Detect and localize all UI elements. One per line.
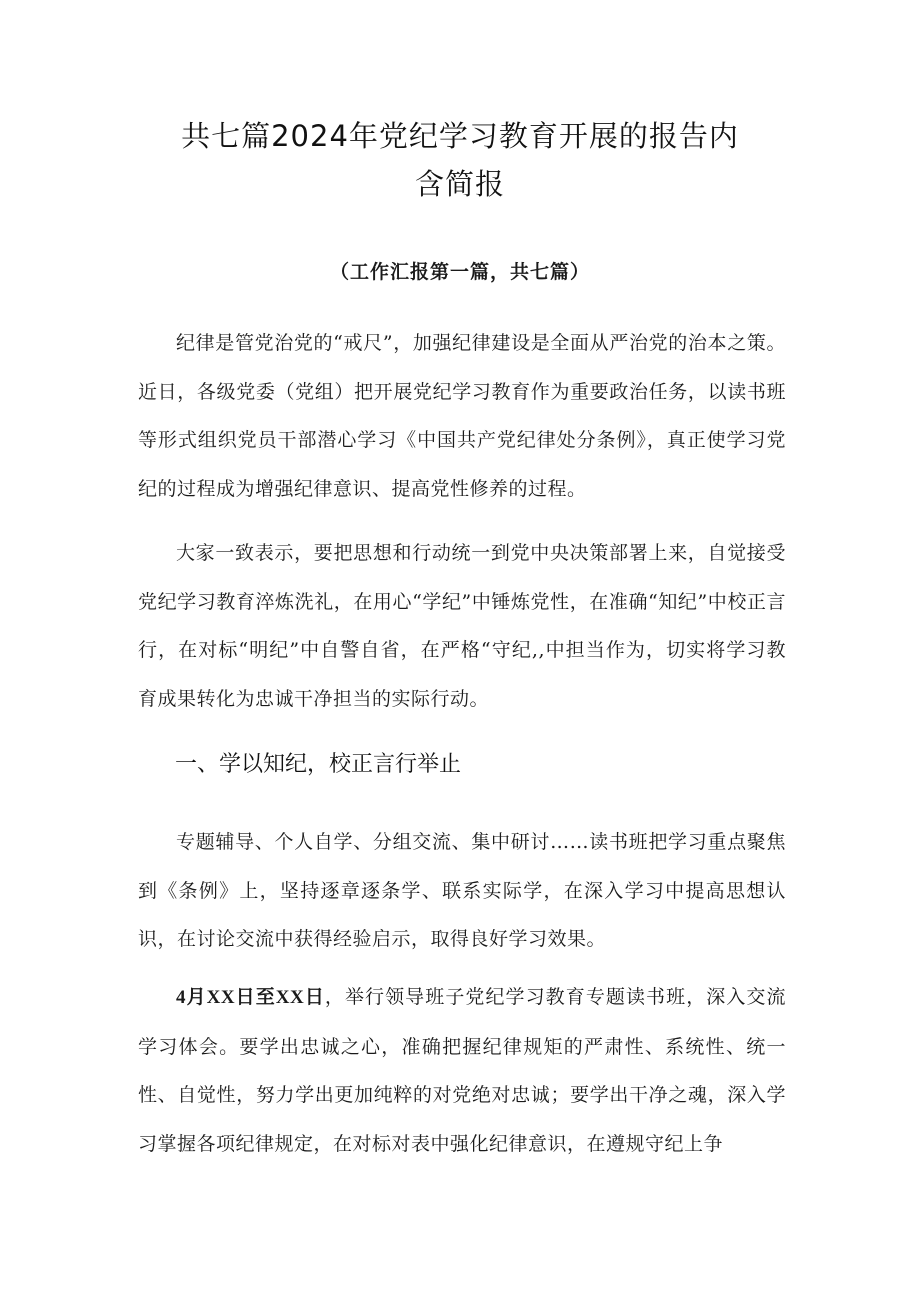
paragraph-intro: 纪律是管党治党的“戒尺”，加强纪律建设是全面从严治党的治本之策。近日，各级党委（党组）把开展党纪学习教育作为重要政治任务，以读书班等形式组织党员干部潜心学习《中国共产党纪律处分条例》，真正使学习党纪的过程成为增强纪律意识、提高党性修养的过程。: [138, 332, 786, 500]
paragraph-reading-class: [138, 973, 786, 1173]
paragraph-study-methods: 专题辅导、个人自学、分组交流、集中研讨……读书班把学习重点聚焦到《条例》上，坚持逐章逐条学、联系实际学，在深入学习中提高思想认识，在讨论交流中获得经验启示，取得良好学习效果。: [138, 831, 786, 950]
section-heading-1: 一、学以知纪，校正言行举止: [175, 752, 462, 777]
paragraph-consensus: 大家一致表示，要把思想和行动统一到党中央决策部署上来，自觉接受党纪学习教育淬炼洗礼，在用心“学纪”中锤炼党性，在准确“知纪”中校正言行，在对标“明纪”中自警自省，在严格“守纪,,中担当作为，切实将学习教育成果转化为忠诚干净担当的实际行动。: [138, 542, 786, 710]
document-title: [120, 112, 800, 208]
title-line-1: 共七篇2024年党纪学习教育开展的报告内: [181, 119, 739, 153]
title-line-2: 含简报: [414, 167, 505, 201]
paragraph-date-lead: 4月XX日至XX日: [176, 987, 325, 1008]
paragraph-body: ，举行领导班子党纪学习教育专题读书班，深入交流学习体会。要学出忠诚之心，准确把握纪律规矩的严肃性、系统性、统一性、自觉性，努力学出更加纯粹的对党绝对忠诚；要学出干净之魂，深入学习掌握各项纪律规定，在对标对表中强化纪律意识，在遵规守纪上争: [138, 986, 786, 1155]
document-subtitle: （工作汇报第一篇，共七篇）: [329, 261, 590, 283]
